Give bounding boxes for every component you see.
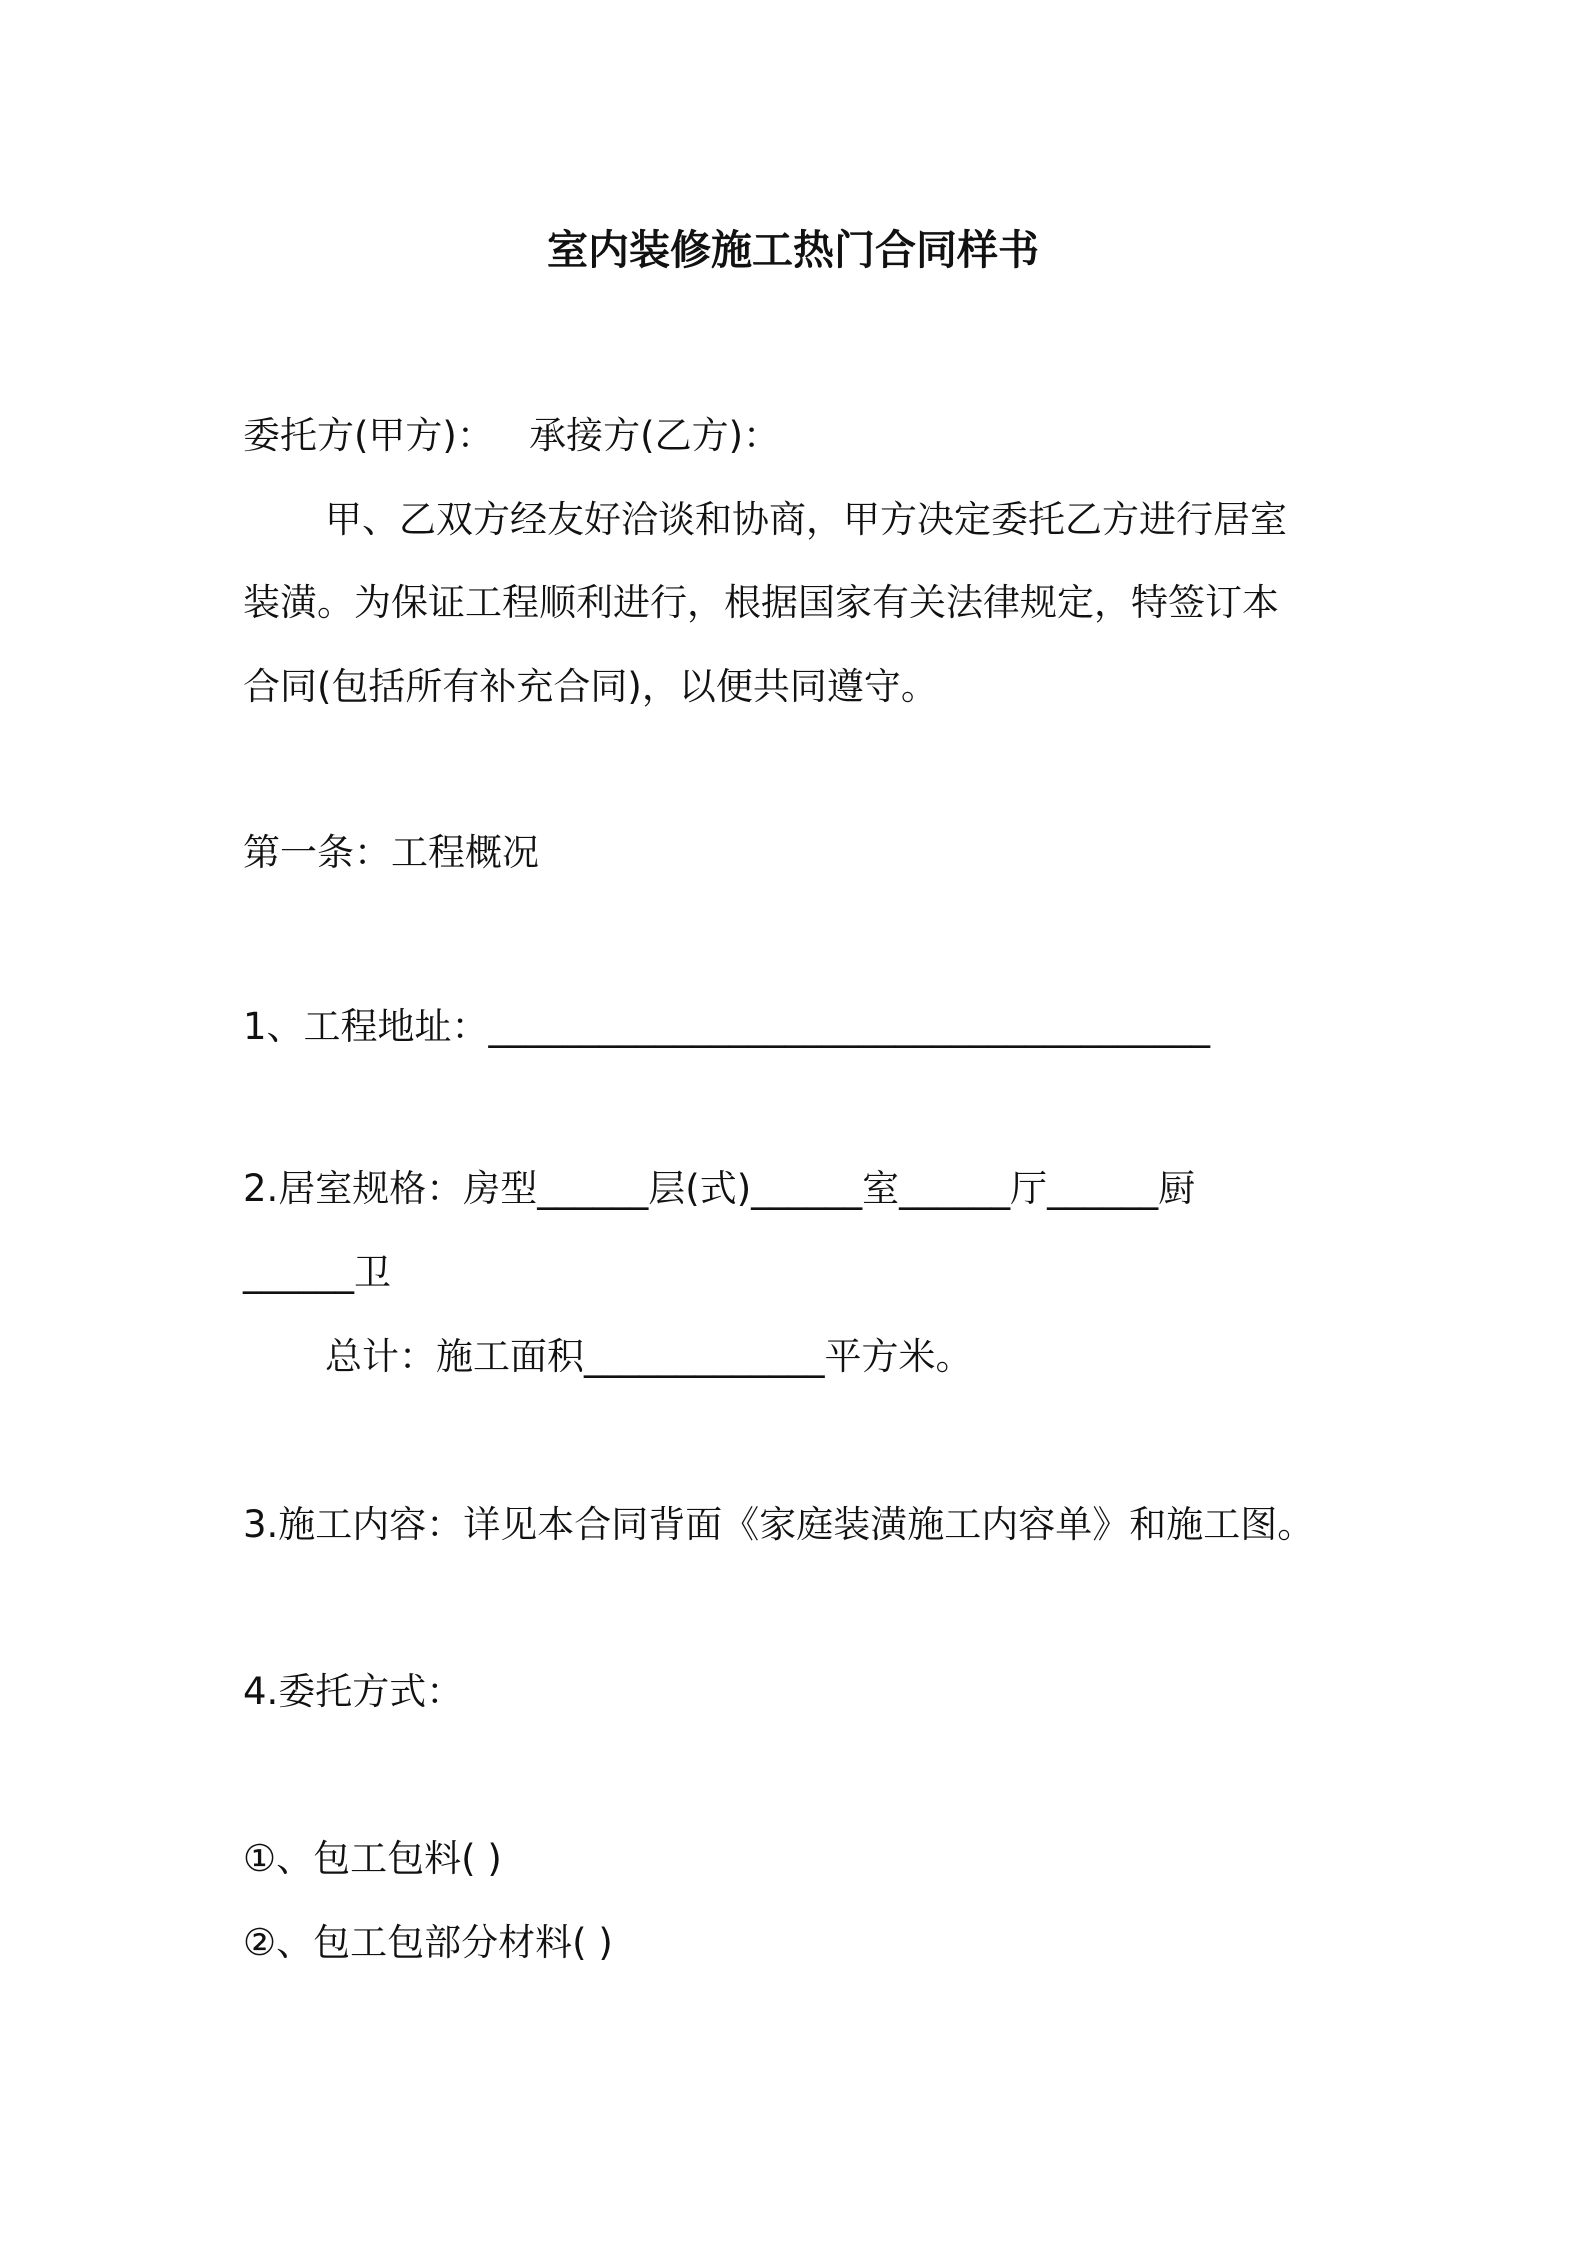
total-area-line: 总计：施工面积_____________平方米。 xyxy=(325,1335,973,1378)
intro-line-1: 甲、乙双方经友好洽谈和协商，甲方决定委托乙方进行居室 xyxy=(325,498,1287,541)
intro-line-3: 合同(包括所有补充合同)，以便共同遵守。 xyxy=(243,665,938,708)
intro-line-2: 装潢。为保证工程顺利进行，根据国家有关法律规定，特签订本 xyxy=(243,581,1279,624)
item-1-address: 1、工程地址：_______________________________________ xyxy=(243,1005,1211,1048)
parties-line: 委托方(甲方)： 承接方(乙方)： xyxy=(243,414,781,457)
option-1: ①、包工包料( ) xyxy=(243,1837,502,1880)
item-3-construction-content: 3.施工内容：详见本合同背面《家庭装潢施工内容单》和施工图。 xyxy=(243,1503,1315,1546)
article-1-heading: 第一条：工程概况 xyxy=(243,831,539,874)
item-4-heading: 4.委托方式： xyxy=(243,1670,464,1713)
option-2: ②、包工包部分材料( ) xyxy=(243,1921,613,1964)
item-2-room-spec-line-2: ______卫 xyxy=(243,1251,391,1294)
document-title: 室内装修施工热门合同样书 xyxy=(547,226,1039,274)
item-2-room-spec-line-1: 2.居室规格：房型______层(式)______室______厅______厨 xyxy=(243,1167,1196,1210)
